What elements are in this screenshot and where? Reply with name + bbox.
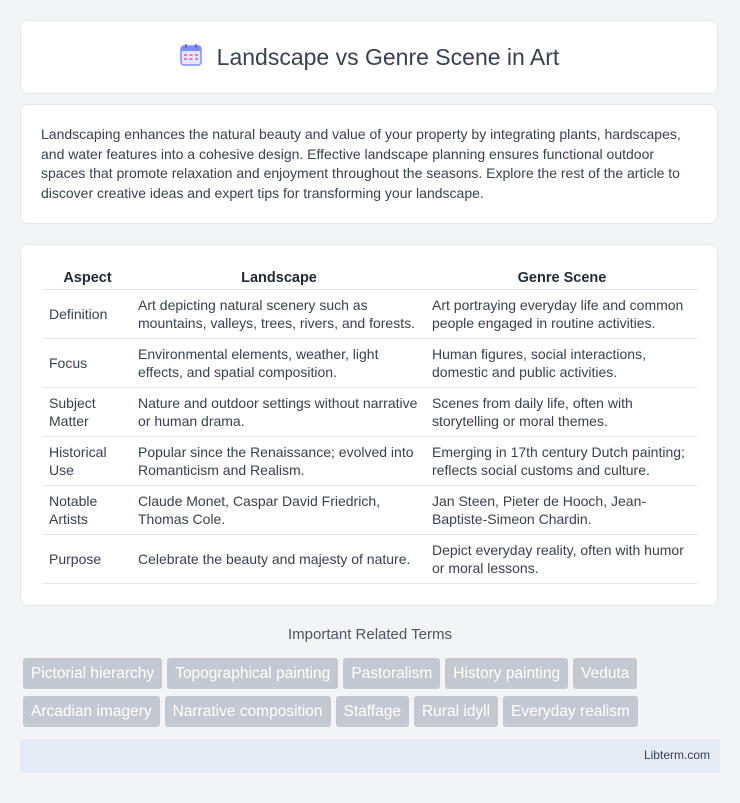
- row-aspect: Definition: [43, 290, 132, 339]
- tag-topographical-painting[interactable]: Topographical painting: [167, 658, 338, 689]
- tag-staffage[interactable]: Staffage: [336, 696, 409, 727]
- tag-history-painting[interactable]: History painting: [445, 658, 568, 689]
- related-terms-title: Important Related Terms: [288, 626, 452, 643]
- row-aspect: Subject Matter: [43, 388, 132, 437]
- row-genre-scene: Scenes from daily life, often with storytelling or moral themes.: [426, 388, 698, 437]
- related-terms-list: [23, 658, 723, 734]
- row-aspect: Notable Artists: [43, 486, 132, 535]
- header-genre-scene: Genre Scene: [426, 265, 698, 290]
- calendar-icon: [179, 43, 203, 72]
- row-landscape: Popular since the Renaissance; evolved into Romanticism and Realism.: [132, 437, 426, 486]
- row-landscape: Claude Monet, Caspar David Friedrich, Thomas Cole.: [132, 486, 426, 535]
- footer-site-link[interactable]: Libterm.com: [643, 748, 710, 762]
- row-genre-scene: Jan Steen, Pieter de Hooch, Jean-Baptiste-Simeon Chardin.: [426, 486, 698, 535]
- table-row: [43, 290, 698, 339]
- row-landscape: Art depicting natural scenery such as mountains, valleys, trees, rivers, and forests.: [132, 290, 426, 339]
- header-landscape: Landscape: [132, 265, 426, 290]
- row-landscape: Nature and outdoor settings without narrative or human drama.: [132, 388, 426, 437]
- intro-text: Landscaping enhances the natural beauty and value of your property by integrating plants, hardscapes, and water features into a cohesive design. Effective landscape planning ensures functional outdoor spaces that promote relaxation and enjoyment throughout the seasons. Explore the rest of the article to discover creative ideas and expert tips for transforming your landscape.: [41, 126, 681, 201]
- row-aspect: Purpose: [43, 535, 132, 584]
- footer: [20, 739, 720, 773]
- table-row: [43, 339, 698, 388]
- table-row: [43, 388, 698, 437]
- row-genre-scene: Art portraying everyday life and common people engaged in routine activities.: [426, 290, 698, 339]
- row-genre-scene: Emerging in 17th century Dutch painting; reflects social customs and culture.: [426, 437, 698, 486]
- tag-veduta[interactable]: Veduta: [573, 658, 637, 689]
- comparison-table: [43, 265, 698, 584]
- row-landscape: Celebrate the beauty and majesty of nature.: [132, 535, 426, 584]
- tag-pastoralism[interactable]: Pastoralism: [343, 658, 440, 689]
- tag-pictorial-hierarchy[interactable]: Pictorial hierarchy: [23, 658, 162, 689]
- tag-rural-idyll[interactable]: Rural idyll: [414, 696, 498, 727]
- page-title: Landscape vs Genre Scene in Art: [216, 43, 560, 70]
- header-card: [20, 20, 718, 94]
- row-genre-scene: Depict everyday reality, often with humor or moral lessons.: [426, 535, 698, 584]
- comparison-card: [20, 244, 718, 606]
- tag-narrative-composition[interactable]: Narrative composition: [165, 696, 331, 727]
- intro-card: [20, 104, 718, 224]
- table-row: [43, 437, 698, 486]
- row-landscape: Environmental elements, weather, light effects, and spatial composition.: [132, 339, 426, 388]
- row-aspect: Focus: [43, 339, 132, 388]
- table-row: [43, 486, 698, 535]
- table-row: [43, 535, 698, 584]
- header-aspect: Aspect: [43, 265, 132, 290]
- row-aspect: Historical Use: [43, 437, 132, 486]
- row-genre-scene: Human figures, social interactions, domestic and public activities.: [426, 339, 698, 388]
- tag-everyday-realism[interactable]: Everyday realism: [503, 696, 638, 727]
- tag-arcadian-imagery[interactable]: Arcadian imagery: [23, 696, 160, 727]
